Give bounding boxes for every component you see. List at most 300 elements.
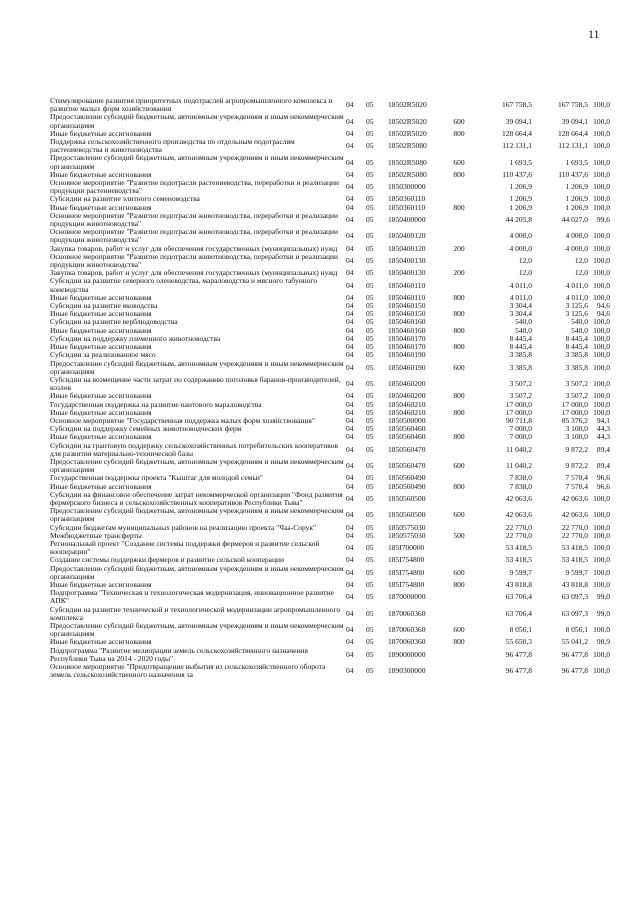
budget-table [50, 97, 610, 679]
actual-amount: 3 125,6 [565, 301, 588, 311]
section-code: 04 [346, 407, 354, 417]
row-name: Субсидии на развитие северного оленеводства, мараловодства и мясного табунного коневодства [50, 276, 318, 294]
target-article-code: 1850460160 [388, 325, 426, 335]
execution-percent: 100,0 [593, 350, 610, 360]
planned-amount: 8 445,4 [509, 333, 532, 343]
subsection-code: 05 [366, 169, 374, 179]
actual-amount: 39 094,1 [561, 116, 588, 126]
subsection-code: 05 [366, 342, 374, 352]
expense-type-code [446, 589, 472, 605]
actual-amount: 1 206,9 [565, 182, 588, 192]
row-name: Субсидии на развитие технической и технологической модернизации агропромышленного комплекса [50, 604, 341, 622]
section-code: 04 [346, 510, 354, 520]
planned-amount: 7 000,0 [509, 424, 532, 434]
actual-amount: 12,0 [574, 255, 588, 265]
planned-amount: 4 000,0 [509, 231, 532, 241]
table-row [50, 589, 610, 605]
expense-type-code: 800 [453, 579, 465, 589]
planned-amount: 9 599,7 [509, 567, 532, 577]
row-name: Иные бюджетные ассигнования [50, 309, 152, 319]
expense-type-code [446, 491, 472, 507]
execution-percent: 96,6 [596, 473, 610, 483]
subsection-code: 05 [366, 309, 374, 319]
actual-amount: 1 693,5 [565, 157, 588, 167]
row-name: Создание системы поддержки фермеров и развитие сельской кооперации [50, 555, 285, 565]
actual-amount: 3 507,2 [565, 391, 588, 401]
section-code: 04 [346, 301, 354, 311]
target-article-code: 1850560490 [388, 481, 426, 491]
subsection-code: 05 [366, 444, 374, 454]
expense-type-code [446, 556, 472, 564]
table-row [50, 228, 610, 244]
planned-amount: 55 650,3 [505, 637, 532, 647]
actual-amount: 7 570,4 [565, 481, 588, 491]
table-row [50, 253, 610, 269]
target-article-code: 1850400130 [388, 268, 426, 278]
subsection-code: 05 [366, 362, 374, 372]
section-code: 04 [346, 350, 354, 360]
target-article-code: 1850400120 [388, 243, 426, 253]
planned-amount: 3 304,4 [509, 301, 532, 311]
subsection-code: 05 [366, 493, 374, 503]
subsection-code: 05 [366, 415, 374, 425]
section-code: 04 [346, 543, 354, 553]
planned-amount: 1 693,5 [509, 157, 532, 167]
section-code: 04 [346, 444, 354, 454]
actual-amount: 22 770,0 [561, 530, 588, 540]
actual-amount: 8 056,1 [565, 625, 588, 635]
row-name: Субсидии на финансовое обеспечение затрат некоммерческой организации "Фонд развития фермерского бизнеса и сельскохозяйственных кооперативов Республики Тыва" [50, 489, 343, 507]
actual-amount: 4 011,0 [565, 292, 588, 302]
target-article-code: 1850460210 [388, 399, 426, 409]
actual-amount: 96 477,8 [561, 666, 588, 676]
row-name: Субсидии на развитие яководства [50, 301, 158, 311]
planned-amount: 7 838,0 [509, 481, 532, 491]
actual-amount: 12,0 [574, 268, 588, 278]
target-article-code: 185I754800 [388, 555, 425, 565]
target-article-code: 1850560470 [388, 461, 426, 471]
subsection-code: 05 [366, 255, 374, 265]
target-article-code: 1890300000 [388, 666, 426, 676]
expense-type-code: 800 [453, 432, 465, 442]
expense-type-code [446, 540, 472, 556]
row-name: Основное мероприятие "Развитие подотрасли животноводства, переработки и реализации продукции животноводства" [50, 251, 339, 270]
expense-type-code [446, 647, 472, 663]
section-code: 04 [346, 415, 354, 425]
row-name: Предоставление субсидий бюджетным, автономным учреждениям и иным некоммерческим организациям [50, 506, 344, 524]
actual-amount: 3 100,0 [565, 424, 588, 434]
subsection-code: 05 [366, 637, 374, 647]
expense-type-code: 800 [453, 202, 465, 212]
target-article-code: 1850560460 [388, 432, 426, 442]
planned-amount: 4 000,0 [509, 243, 532, 253]
row-name: Иные бюджетные ассигнования [50, 637, 152, 647]
budget-table-body [50, 97, 610, 679]
actual-amount: 7 570,4 [565, 473, 588, 483]
execution-percent: 100,0 [593, 493, 610, 503]
expense-type-code: 600 [453, 510, 465, 520]
expense-type-code [446, 228, 472, 244]
expense-type-code: 800 [453, 128, 465, 138]
row-name: Иные бюджетные ассигнования [50, 579, 152, 589]
target-article-code: 1850400000 [388, 214, 426, 224]
page-number: 11 [588, 27, 600, 41]
subsection-code: 05 [366, 116, 374, 126]
planned-amount: 7 000,0 [509, 432, 532, 442]
subsection-code: 05 [366, 649, 374, 659]
row-name: Основное мероприятие "Развитие подотрасли животноводства, переработки и реализации продукции животноводства" [50, 210, 339, 229]
expense-type-code [446, 351, 472, 359]
table-row [50, 622, 610, 638]
expense-type-code [446, 442, 472, 458]
expense-type-code: 200 [453, 243, 465, 253]
subsection-code: 05 [366, 128, 374, 138]
execution-percent: 100,0 [593, 530, 610, 540]
row-name: Субсидии на поддержку семейных животноводческих ферм [50, 424, 242, 434]
target-article-code: 1850460170 [388, 342, 426, 352]
section-code: 04 [346, 342, 354, 352]
subsection-code: 05 [366, 473, 374, 483]
expense-type-code: 800 [453, 637, 465, 647]
execution-percent: 100,0 [593, 182, 610, 192]
target-article-code: 18502R5080 [388, 169, 427, 179]
planned-amount: 3 385,8 [509, 350, 532, 360]
table-row [50, 138, 610, 154]
table-row [50, 663, 610, 679]
expense-type-code [446, 253, 472, 269]
expense-type-code: 800 [453, 342, 465, 352]
execution-percent: 100,0 [593, 325, 610, 335]
row-name: Межбюджетные трансферты [50, 530, 142, 540]
subsection-code: 05 [366, 424, 374, 434]
subsection-code: 05 [366, 543, 374, 553]
section-code: 04 [346, 530, 354, 540]
target-article-code: 1850560460 [388, 424, 426, 434]
execution-percent: 99,6 [596, 214, 610, 224]
execution-percent: 100,0 [593, 292, 610, 302]
section-code: 04 [346, 625, 354, 635]
section-code: 04 [346, 280, 354, 290]
subsection-code: 05 [366, 432, 374, 442]
planned-amount: 3 507,2 [509, 391, 532, 401]
row-name: Предоставление субсидий бюджетным, автономным учреждениям и иным некоммерческим организациям [50, 112, 344, 130]
planned-amount: 7 838,0 [509, 473, 532, 483]
target-article-code: 1850460200 [388, 379, 426, 388]
section-code: 04 [346, 432, 354, 442]
actual-amount: 540,0 [571, 325, 588, 335]
row-name: Иные бюджетные ассигнования [50, 169, 152, 179]
table-row [50, 154, 610, 170]
subsection-code: 05 [366, 530, 374, 540]
subsection-code: 05 [366, 202, 374, 212]
actual-amount: 3 100,0 [565, 432, 588, 442]
planned-amount: 11 040,2 [506, 461, 532, 471]
planned-amount: 1 206,9 [509, 202, 532, 212]
execution-percent: 89,4 [596, 444, 610, 454]
subsection-code: 05 [366, 625, 374, 635]
planned-amount: 63 706,4 [505, 608, 532, 618]
execution-percent: 100,0 [593, 141, 610, 151]
planned-amount: 42 063,6 [505, 493, 532, 503]
expense-type-code: 500 [453, 530, 465, 540]
actual-amount: 53 418,5 [561, 543, 588, 553]
expense-type-code: 800 [453, 481, 465, 491]
subsection-code: 05 [366, 379, 374, 388]
table-row [50, 179, 610, 195]
planned-amount: 96 477,8 [505, 666, 532, 676]
table-row [50, 540, 610, 556]
execution-percent: 94,6 [596, 309, 610, 319]
subsection-code: 05 [366, 292, 374, 302]
row-name: Иные бюджетные ассигнования [50, 407, 152, 417]
execution-percent: 100,0 [593, 579, 610, 589]
expense-type-code: 800 [453, 292, 465, 302]
planned-amount: 3 385,8 [509, 362, 532, 372]
expense-type-code [446, 97, 472, 113]
execution-percent: 100,0 [593, 100, 610, 110]
section-code: 04 [346, 391, 354, 401]
execution-percent: 100,0 [593, 625, 610, 635]
planned-amount: 540,0 [515, 325, 532, 335]
section-code: 04 [346, 637, 354, 647]
section-code: 04 [346, 399, 354, 409]
target-article-code: 1850460190 [388, 350, 426, 360]
target-article-code: 1850400120 [388, 231, 426, 241]
expense-type-code [446, 663, 472, 679]
table-row [50, 212, 610, 228]
table-row [50, 606, 610, 622]
target-article-code: 1870000000 [388, 592, 426, 602]
target-article-code: 1850460210 [388, 407, 426, 417]
row-name: Предоставление субсидий бюджетным, автономным учреждениям и иным некоммерческим организациям [50, 358, 344, 376]
subsection-code: 05 [366, 522, 374, 532]
planned-amount: 53 418,5 [505, 543, 532, 553]
section-code: 04 [346, 379, 354, 388]
execution-percent: 94,6 [596, 301, 610, 311]
row-name: Предоставление субсидий бюджетным, автономным учреждениям и иным некоммерческим организациям [50, 456, 344, 475]
target-article-code: 1850460160 [388, 317, 426, 327]
planned-amount: 540,0 [515, 317, 532, 327]
section-code: 04 [346, 128, 354, 138]
target-article-code: 185I754800 [388, 579, 425, 589]
execution-percent: 100,0 [593, 243, 610, 253]
actual-amount: 43 818,8 [561, 579, 588, 589]
planned-amount: 3 507,2 [509, 379, 532, 388]
subsection-code: 05 [366, 461, 374, 471]
row-name: Субсидии на возмещение части затрат по содержанию поголовья баранов-производителей, козлов [50, 374, 341, 393]
actual-amount: 3 385,8 [565, 362, 588, 372]
expense-type-code: 600 [453, 362, 465, 372]
row-name: Закупка товаров, работ и услуг для обеспечения государственных (муниципальных) нужд [50, 243, 338, 253]
table-row [50, 491, 610, 507]
expense-type-code [446, 277, 472, 293]
planned-amount: 8 056,1 [509, 625, 532, 635]
target-article-code: 1850300000 [388, 182, 426, 192]
row-name: Предоставление субсидий бюджетным, автономным учреждениям и иным некоммерческим организациям [50, 621, 344, 639]
subsection-code: 05 [366, 481, 374, 491]
section-code: 04 [346, 325, 354, 335]
subsection-code: 05 [366, 182, 374, 192]
section-code: 04 [346, 493, 354, 503]
row-name: Субсидии на развитие верблюдоводства [50, 317, 178, 327]
execution-percent: 99,0 [596, 608, 610, 618]
section-code: 04 [346, 292, 354, 302]
target-article-code: 1850400130 [388, 255, 426, 265]
subsection-code: 05 [366, 510, 374, 520]
execution-percent: 100,0 [593, 333, 610, 343]
target-article-code: 18502R5020 [388, 128, 427, 138]
subsection-code: 05 [366, 243, 374, 253]
section-code: 04 [346, 243, 354, 253]
planned-amount: 167 758,5 [502, 100, 532, 110]
expense-type-code: 600 [453, 461, 465, 471]
row-name: Субсидии на развитие элитного семеноводства [50, 194, 200, 204]
row-name: Субсидии на поддержку племенного животноводства [50, 333, 221, 343]
row-name: Стимулирование развития приоритетных подотраслей агропромышленного комплекса и развитие малых форм хозяйствования [50, 96, 333, 114]
subsection-code: 05 [366, 399, 374, 409]
planned-amount: 96 477,8 [505, 649, 532, 659]
execution-percent: 100,0 [593, 666, 610, 676]
expense-type-code: 200 [453, 268, 465, 278]
execution-percent: 100,0 [593, 231, 610, 241]
target-article-code: 1850560490 [388, 473, 426, 483]
target-article-code: 1890000000 [388, 649, 426, 659]
expense-type-code: 600 [453, 157, 465, 167]
subsection-code: 05 [366, 317, 374, 327]
actual-amount: 3 125,6 [565, 309, 588, 319]
row-name: Основное мероприятие "Развитие подотрасли растениеводства, переработки и реализации продукции растениеводства" [50, 178, 340, 196]
actual-amount: 17 000,0 [561, 407, 588, 417]
row-name: Субсидии за реализованное мясо [50, 350, 156, 360]
row-name: Поддержка сельскохозяйственного производства по отдельным подотраслям растениеводства и животноводства [50, 137, 295, 155]
row-name: Иные бюджетные ассигнования [50, 292, 152, 302]
planned-amount: 12,0 [518, 268, 532, 278]
section-code: 04 [346, 666, 354, 676]
subsection-code: 05 [366, 567, 374, 577]
target-article-code: 18502R5080 [388, 157, 427, 167]
actual-amount: 3 385,8 [565, 350, 588, 360]
subsection-code: 05 [366, 301, 374, 311]
table-row [50, 458, 610, 474]
planned-amount: 90 711,8 [506, 415, 532, 425]
planned-amount: 42 063,6 [505, 510, 532, 520]
target-article-code: 1850360110 [388, 202, 426, 212]
expense-type-code: 600 [453, 567, 465, 577]
planned-amount: 8 445,4 [509, 342, 532, 352]
planned-amount: 39 094,1 [505, 116, 532, 126]
target-article-code: 185I700000 [388, 543, 425, 553]
table-row [50, 507, 610, 523]
row-name: Закупка товаров, работ и услуг для обеспечения государственных (муниципальных) нужд [50, 268, 338, 278]
actual-amount: 9 872,2 [565, 444, 588, 454]
table-row [50, 97, 610, 113]
section-code: 04 [346, 649, 354, 659]
expense-type-code: 800 [453, 309, 465, 319]
section-code: 04 [346, 214, 354, 224]
actual-amount: 4 000,0 [565, 231, 588, 241]
planned-amount: 17 000,0 [505, 407, 532, 417]
expense-type-code [446, 606, 472, 622]
execution-percent: 100,0 [593, 157, 610, 167]
row-name: Иные бюджетные ассигнования [50, 432, 152, 442]
actual-amount: 63 097,3 [561, 608, 588, 618]
section-code: 04 [346, 461, 354, 471]
section-code: 04 [346, 592, 354, 602]
subsection-code: 05 [366, 666, 374, 676]
target-article-code: 18502R5020 [388, 116, 427, 126]
planned-amount: 22 770,0 [505, 522, 532, 532]
row-name: Основное мероприятие "Государственная поддержка малых форм хозяйствования" [50, 415, 315, 425]
section-code: 04 [346, 579, 354, 589]
section-code: 04 [346, 141, 354, 151]
execution-percent: 100,0 [593, 362, 610, 372]
target-article-code: 1870060360 [388, 608, 426, 618]
actual-amount: 1 206,9 [565, 194, 588, 204]
target-article-code: 1850460200 [388, 391, 426, 401]
section-code: 04 [346, 481, 354, 491]
execution-percent: 100,0 [593, 342, 610, 352]
execution-percent: 100,0 [593, 399, 610, 409]
actual-amount: 4 011,0 [565, 280, 588, 290]
subsection-code: 05 [366, 407, 374, 417]
row-name: Субсидии бюджетам муниципальных районов на реализацию проекта "Чаа-Сорук" [50, 522, 317, 532]
table-row [50, 360, 610, 376]
execution-percent: 100,0 [593, 268, 610, 278]
target-article-code: 1870060360 [388, 637, 426, 647]
subsection-code: 05 [366, 231, 374, 241]
row-name: Подпрограмма "Развитие мелиорации земель сельскохозяйственного назначения Республики Тыва на 2014 - 2020 годы" [50, 645, 308, 663]
planned-amount: 128 664,4 [502, 128, 532, 138]
actual-amount: 63 097,3 [561, 592, 588, 602]
expense-type-code: 800 [453, 391, 465, 401]
execution-percent: 100,0 [593, 280, 610, 290]
target-article-code: 1850500000 [388, 415, 426, 425]
execution-percent: 100,0 [593, 649, 610, 659]
subsection-code: 05 [366, 214, 374, 224]
expense-type-code [446, 376, 472, 392]
section-code: 04 [346, 522, 354, 532]
planned-amount: 53 418,5 [505, 555, 532, 565]
table-row [50, 647, 610, 663]
planned-amount: 44 205,8 [505, 214, 532, 224]
subsection-code: 05 [366, 194, 374, 204]
row-name: Подпрограмма "Техническая и технологическая модернизация, инновационное развитие АПК" [50, 588, 334, 606]
section-code: 04 [346, 100, 354, 110]
target-article-code: 1850460110 [388, 280, 426, 290]
actual-amount: 540,0 [571, 317, 588, 327]
target-article-code: 18502R5080 [388, 141, 427, 151]
target-article-code: 1850360110 [388, 194, 426, 204]
planned-amount: 12,0 [518, 255, 532, 265]
execution-percent: 100,0 [593, 391, 610, 401]
actual-amount: 9 599,7 [565, 567, 588, 577]
target-article-code: 1850575030 [388, 530, 426, 540]
subsection-code: 05 [366, 325, 374, 335]
execution-percent: 94,1 [596, 415, 610, 425]
target-article-code: 1850460110 [388, 292, 426, 302]
planned-amount: 22 770,0 [505, 530, 532, 540]
expense-type-code: 800 [453, 169, 465, 179]
section-code: 04 [346, 157, 354, 167]
target-article-code: 1850560470 [388, 444, 426, 454]
actual-amount: 53 418,5 [561, 555, 588, 565]
section-code: 04 [346, 255, 354, 265]
execution-percent: 100,0 [593, 169, 610, 179]
execution-percent: 100,0 [593, 202, 610, 212]
section-code: 04 [346, 317, 354, 327]
subsection-code: 05 [366, 391, 374, 401]
section-code: 04 [346, 608, 354, 618]
